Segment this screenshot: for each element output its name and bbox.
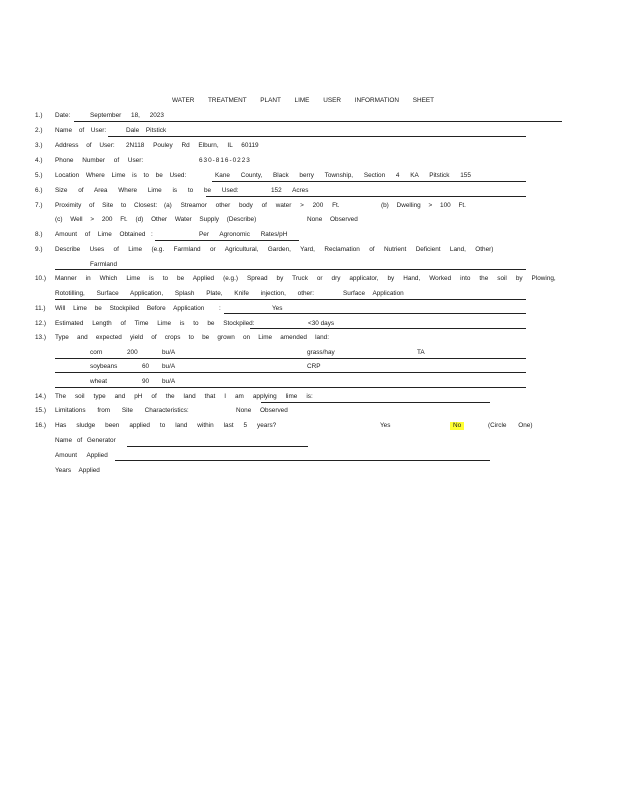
location-label: Location Where Lime is to be Used: <box>55 172 187 179</box>
describe-value[interactable]: Farmland <box>90 261 117 268</box>
crop-unit: bu/A <box>162 378 176 385</box>
item-number: 16.) <box>35 422 47 429</box>
item-number: 5.) <box>35 172 43 179</box>
location-value[interactable]: Kane County, Black berry Township, Section 4 KA Pitstick 155 <box>215 172 471 179</box>
crop-name-2[interactable]: CRP <box>307 363 321 370</box>
phone-value[interactable]: 630-816-0223 <box>199 157 251 164</box>
amount-applied-label: Amount Applied <box>55 452 108 459</box>
generator-label: Name of Generator <box>55 437 116 444</box>
manner-other-value[interactable]: Surface Application <box>343 290 404 297</box>
item-number: 4.) <box>35 157 43 164</box>
crop-unit: bu/A <box>162 349 176 356</box>
date-line <box>74 121 562 122</box>
proximity-b: (b) Dwelling > 100 Ft. <box>381 202 466 209</box>
item-number: 11.) <box>35 305 46 312</box>
size-label: Size of Area Where Lime is to be Used: <box>55 187 239 194</box>
phone-label: Phone Number of User: <box>55 157 144 164</box>
name-user-line <box>108 136 526 137</box>
sludge-label: Has sludge been applied to land within last 5 years? <box>55 422 277 429</box>
date-value[interactable]: September 18, 2023 <box>90 112 164 119</box>
limitations-label: Limitations from Site Characteristics: <box>55 407 189 414</box>
crop-yield[interactable]: 60 <box>142 363 150 370</box>
stockpile-value[interactable]: Yes <box>272 305 283 312</box>
manner-label-1: Manner in Which Lime is to be Applied (e.g.) Spread by Truck or dry applicator, by Hand, Worked into the soil by Plowing, <box>55 275 556 282</box>
location-line <box>212 181 526 182</box>
amount-label: Amount of Lime Obtained <box>55 231 146 238</box>
crops-line <box>55 372 526 373</box>
crop-name[interactable]: wheat <box>90 378 108 385</box>
page-title: WATER TREATMENT PLANT LIME USER INFORMATION SHEET <box>172 97 435 104</box>
amount-applied-line <box>115 460 490 461</box>
crop-yield-2[interactable]: TA <box>417 349 425 356</box>
proximity-a: (a) Streamor other body of water > 200 Ft. <box>164 202 340 209</box>
crop-unit: bu/A <box>162 363 176 370</box>
crops-label: Type and expected yield of crops to be grown on Lime amended land: <box>55 334 329 341</box>
describe-label: Describe Uses of Lime (e.g. Farmland or Agricultural, Garden, Yard, Reclamation of Nutrient Deficient Land, Other) <box>55 246 494 253</box>
soil-line <box>261 402 490 403</box>
generator-line <box>127 446 308 447</box>
name-user-label: Name of User: <box>55 127 107 134</box>
crop-name[interactable]: corn <box>90 349 103 356</box>
address-label: Address of User: <box>55 142 115 149</box>
item-number: 10.) <box>35 275 47 282</box>
sludge-no-option[interactable]: No <box>450 422 464 430</box>
size-value[interactable]: 152 Acres <box>271 187 309 194</box>
crop-yield[interactable]: 200 <box>127 349 138 356</box>
item-number: 14.) <box>35 393 47 400</box>
describe-line <box>55 269 526 270</box>
years-applied-label: Years Applied <box>55 467 100 474</box>
address-value[interactable]: 2N118 Pouley Rd Elburn, IL 60119 <box>126 142 259 149</box>
name-user-value[interactable]: Dale Pitstick <box>126 127 167 134</box>
est-length-label: Estimated Length of Time Lime is to be Stockpiled: <box>55 320 255 327</box>
est-length-line <box>250 328 526 329</box>
item-number: 8.) <box>35 231 43 238</box>
item-number: 15.) <box>35 407 47 414</box>
amount-line <box>155 240 299 241</box>
amount-value[interactable]: Per Agronomic Rates/pH <box>199 231 288 238</box>
item-number: 13.) <box>35 334 47 341</box>
crops-line <box>55 387 526 388</box>
proximity-d-value[interactable]: None Observed <box>307 216 358 223</box>
crops-line <box>55 358 526 359</box>
stockpile-colon: : <box>219 305 221 312</box>
circle-one-label: (Circle One) <box>488 422 533 429</box>
item-number: 2.) <box>35 127 43 134</box>
amount-colon: : <box>151 231 153 238</box>
proximity-label: Proximity of Site to Closest: <box>55 202 158 209</box>
item-number: 3.) <box>35 142 43 149</box>
item-number: 7.) <box>35 202 43 209</box>
manner-label-2: Rototilling, Surface Application, Splash Plate, Knife injection, other: <box>55 290 314 297</box>
item-number: 6.) <box>35 187 43 194</box>
size-line <box>206 196 526 197</box>
est-length-value[interactable]: <30 days <box>308 320 335 327</box>
stockpile-line <box>224 313 526 314</box>
soil-label: The soil type and pH of the land that I am applying lime is: <box>55 393 313 400</box>
item-number: 9.) <box>35 246 43 253</box>
proximity-c: (c) Well > 200 Ft. (d) Other Water Supply (Describe) <box>55 216 257 223</box>
manner-line <box>55 299 526 300</box>
item-number: 12.) <box>35 320 47 327</box>
crop-name-2[interactable]: grass/hay <box>307 349 335 356</box>
date-label: Date: <box>55 112 71 119</box>
sludge-yes-option[interactable]: Yes <box>380 422 391 429</box>
crop-yield[interactable]: 90 <box>142 378 150 385</box>
stockpile-label: Will Lime be Stockpiled Before Application <box>55 305 205 312</box>
crop-name[interactable]: soybeans <box>90 363 118 370</box>
limitations-value[interactable]: None Observed <box>236 407 288 414</box>
item-number: 1.) <box>35 112 43 119</box>
